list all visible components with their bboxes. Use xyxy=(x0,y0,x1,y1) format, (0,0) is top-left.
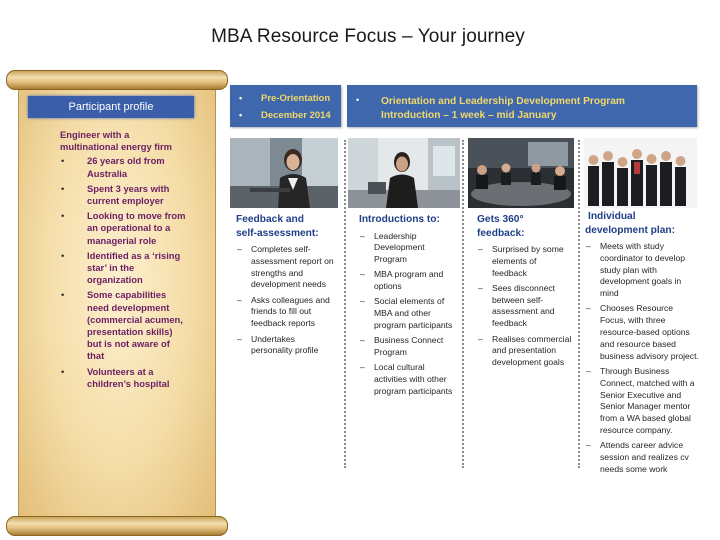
profile-bullet: • Spent 3 years with current employer xyxy=(61,182,170,207)
profile-bullet: • 26 years old from Australia xyxy=(61,155,165,179)
photo-businesswoman-desk xyxy=(230,138,338,208)
scroll-bottom-roll xyxy=(6,516,228,536)
column-divider xyxy=(578,140,580,468)
column-item: – Leadership Development Program xyxy=(360,230,425,265)
column-item: – Asks colleagues and friends to fill out feedback reports xyxy=(237,294,330,329)
profile-bullet: • Volunteers at a children’s hospital xyxy=(61,365,170,389)
column-item-list xyxy=(236,244,336,357)
column-divider xyxy=(344,140,346,468)
photo-businesswoman-office xyxy=(348,138,460,208)
pre-orientation-banner xyxy=(230,85,341,127)
column-360-feedback xyxy=(477,213,573,372)
column-item: – Local cultural activities with other program participants xyxy=(360,362,453,397)
column-introductions xyxy=(359,213,457,401)
profile-bullet-list xyxy=(60,155,188,390)
column-item: – MBA program and options xyxy=(360,269,444,292)
column-heading: Gets 360° feedback: xyxy=(477,214,525,239)
column-heading: Feedback and self-assessment: xyxy=(236,214,319,239)
scroll-top-roll xyxy=(6,70,228,90)
column-item: – Surprised by some elements of feedback xyxy=(478,244,564,278)
column-item-list xyxy=(477,244,573,369)
participant-profile-header: Participant profile xyxy=(28,96,194,118)
column-heading: Introductions to: xyxy=(359,214,440,225)
bullet-dot-icon: • xyxy=(239,110,243,120)
profile-bullet: • Identified as a ‘rising star’ in the organization xyxy=(61,249,181,286)
profile-intro: Engineer with a multinational energy firm xyxy=(60,129,172,153)
column-divider xyxy=(462,140,464,468)
photo-business-team xyxy=(584,138,697,208)
column-item: – Meets with study coordinator to develop study plan with development goals in mind xyxy=(586,241,686,299)
slide-title: MBA Resource Focus – Your journey xyxy=(211,26,525,47)
profile-bullet: • Some capabilities need development (commercial acumen, presentation skills) but is not aware of that xyxy=(61,289,183,362)
participant-profile-text xyxy=(60,129,188,393)
column-item: – Business Connect Program xyxy=(360,335,444,358)
column-feedback-self-assessment xyxy=(236,213,336,361)
column-item: – Undertakes personality profile xyxy=(237,333,319,356)
orientation-banner xyxy=(347,85,697,127)
column-item: – Chooses Resource Focus, with three resource-based options and resource based business advisory project. xyxy=(586,303,699,361)
column-item: – Through Business Connect, matched with a Senior Executive and Senior Manager mentor from a WA based global resource company. xyxy=(586,365,695,435)
column-heading: Individual development plan: xyxy=(585,211,676,236)
bullet-dot-icon: • xyxy=(239,93,243,103)
column-item-list xyxy=(359,231,457,398)
photo-boardroom-meeting xyxy=(468,138,574,208)
column-item: – Social elements of MBA and other program participants xyxy=(360,296,453,331)
pre-orientation-item: • Pre-Orientation xyxy=(239,93,331,104)
bullet-dot-icon: • xyxy=(356,95,360,105)
column-item: – Attends career advice session and realizes cv needs some work xyxy=(586,440,689,474)
orientation-banner-text: Orientation and Leadership Development Program Introduction – 1 week – mid January xyxy=(381,96,625,121)
column-item: – Completes self-assessment report on strengths and development needs xyxy=(237,244,334,290)
column-item: – Realises commercial and presentation development goals xyxy=(478,333,572,368)
column-item-list xyxy=(585,241,701,476)
december-item: • December 2014 xyxy=(239,110,331,121)
column-item: – Sees disconnect between self-assessment and feedback xyxy=(478,282,556,329)
column-individual-development-plan xyxy=(585,210,701,479)
profile-bullet: • Looking to move from an operational to a managerial role xyxy=(61,210,186,246)
